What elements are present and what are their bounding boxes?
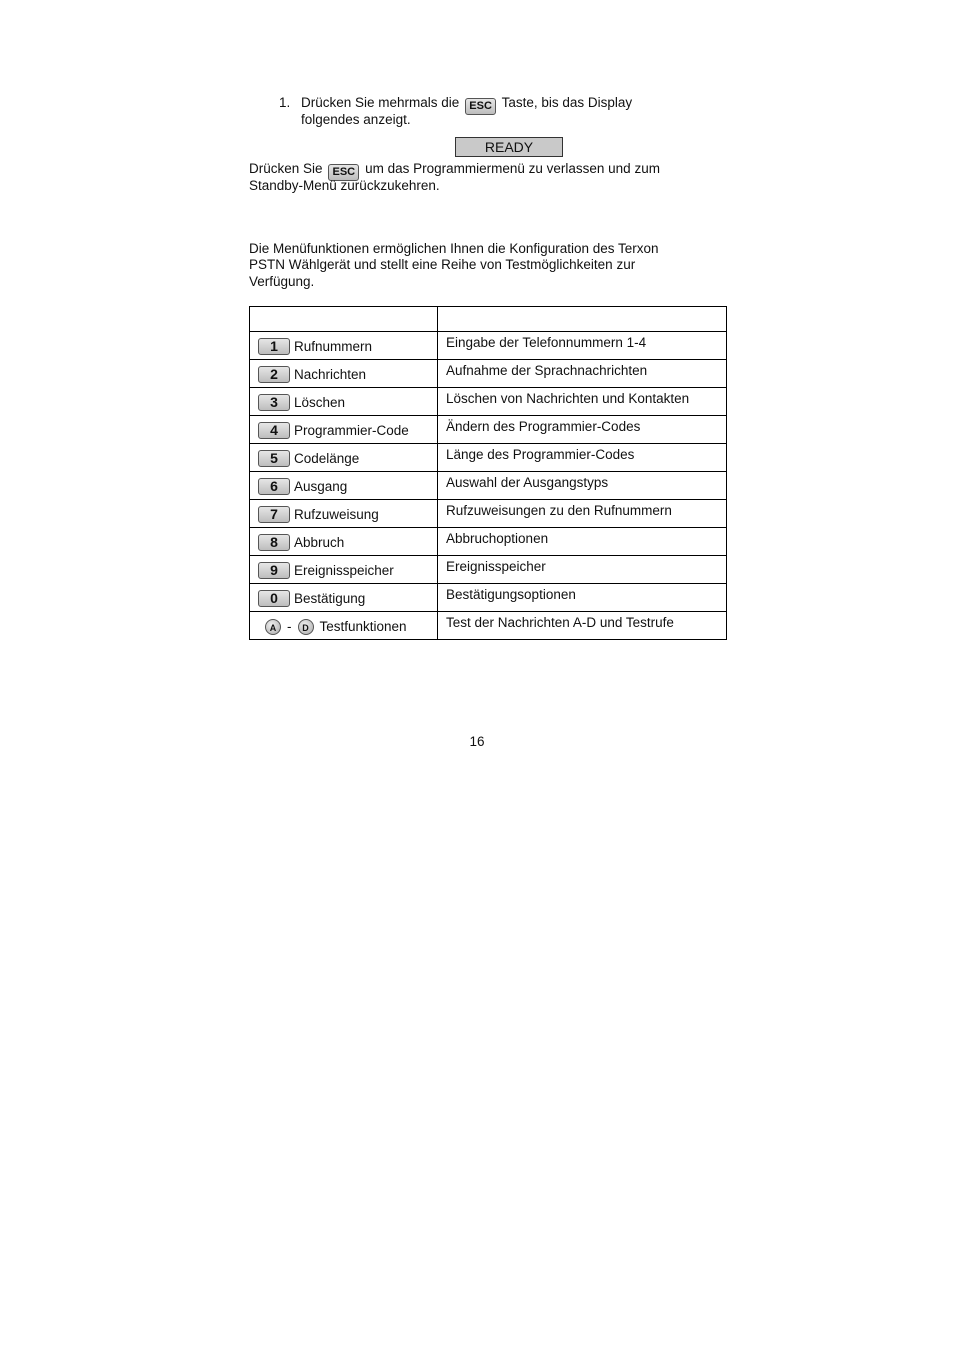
intro-line-1: Die Menüfunktionen ermöglichen Ihnen die Konfiguration des Terxon xyxy=(249,241,659,256)
key-d-icon: D xyxy=(298,619,314,635)
step1-line2: folgendes anzeigt. xyxy=(301,112,411,127)
menu-item-description: Test der Nachrichten A-D und Testrufe xyxy=(446,615,674,630)
key-5-icon: 5 xyxy=(258,450,290,467)
key-a-icon: A xyxy=(265,619,281,635)
menu-item-label: Rufnummern xyxy=(294,339,373,354)
table-row xyxy=(250,360,727,388)
menu-item-description: Ändern des Programmier-Codes xyxy=(446,419,641,434)
table-row xyxy=(250,584,727,612)
key-4-icon: 4 xyxy=(258,422,290,439)
menu-item-label: Ereignisspeicher xyxy=(294,563,394,578)
table-row xyxy=(250,332,727,360)
menu-item-label: Rufzuweisung xyxy=(294,507,379,522)
key-2-icon: 2 xyxy=(258,366,290,383)
step-number: 1. xyxy=(279,95,291,110)
menu-item-label: Codelänge xyxy=(294,451,360,466)
page-number: 16 xyxy=(469,734,485,749)
table-header-row xyxy=(250,307,727,332)
step1-text-before: Drücken Sie mehrmals die xyxy=(301,95,460,110)
menu-item-label: Bestätigung xyxy=(294,591,366,606)
menu-item-description: Eingabe der Telefonnummern 1-4 xyxy=(446,335,647,350)
table-row xyxy=(250,556,727,584)
key-8-icon: 8 xyxy=(258,534,290,551)
table-row-test xyxy=(250,612,727,640)
exit-line2: Standby-Menü zurückzukehren. xyxy=(249,178,440,193)
key-7-icon: 7 xyxy=(258,506,290,523)
menu-item-label: Programmier-Code xyxy=(294,423,409,438)
menu-item-description: Aufnahme der Sprachnachrichten xyxy=(446,363,648,378)
table-row xyxy=(250,444,727,472)
menu-item-description: Bestätigungsoptionen xyxy=(446,587,576,602)
esc-key-icon: ESC xyxy=(328,164,359,181)
key-6-icon: 6 xyxy=(258,478,290,495)
key-9-icon: 9 xyxy=(258,562,290,579)
menu-item-description: Rufzuweisungen zu den Rufnummern xyxy=(446,503,672,518)
table-header-cell xyxy=(438,307,727,332)
table-row xyxy=(250,416,727,444)
table-row xyxy=(250,472,727,500)
menu-item-label: Ausgang xyxy=(294,479,348,494)
menu-item-description: Löschen von Nachrichten und Kontakten xyxy=(446,391,690,406)
menu-item-label: Abbruch xyxy=(294,535,345,550)
key-3-icon: 3 xyxy=(258,394,290,411)
table-row xyxy=(250,388,727,416)
menu-item-description: Länge des Programmier-Codes xyxy=(446,447,635,462)
exit-text-before: Drücken Sie xyxy=(249,161,323,176)
menu-item-description: Abbruchoptionen xyxy=(446,531,549,546)
range-dash: - xyxy=(287,619,292,634)
menu-item-label: Testfunktionen xyxy=(319,619,407,634)
table-header-cell xyxy=(250,307,438,332)
menu-item-label: Nachrichten xyxy=(294,367,367,382)
intro-line-3: Verfügung. xyxy=(249,274,315,289)
key-1-icon: 1 xyxy=(258,338,290,355)
exit-text-after: um das Programmiermenü zu verlassen und zum xyxy=(365,161,660,176)
table-row xyxy=(250,500,727,528)
menu-function-table xyxy=(249,306,727,640)
menu-item-label: Löschen xyxy=(294,395,346,410)
lcd-display: READY xyxy=(455,137,563,157)
table-row xyxy=(250,528,727,556)
menu-item-description: Auswahl der Ausgangstyps xyxy=(446,475,609,490)
key-0-icon: 0 xyxy=(258,590,290,607)
menu-item-description: Ereignisspeicher xyxy=(446,559,546,574)
step1-text-after: Taste, bis das Display xyxy=(501,95,633,110)
esc-key-icon: ESC xyxy=(465,98,496,115)
intro-line-2: PSTN Wählgerät und stellt eine Reihe von Testmöglichkeiten zur xyxy=(249,257,636,272)
